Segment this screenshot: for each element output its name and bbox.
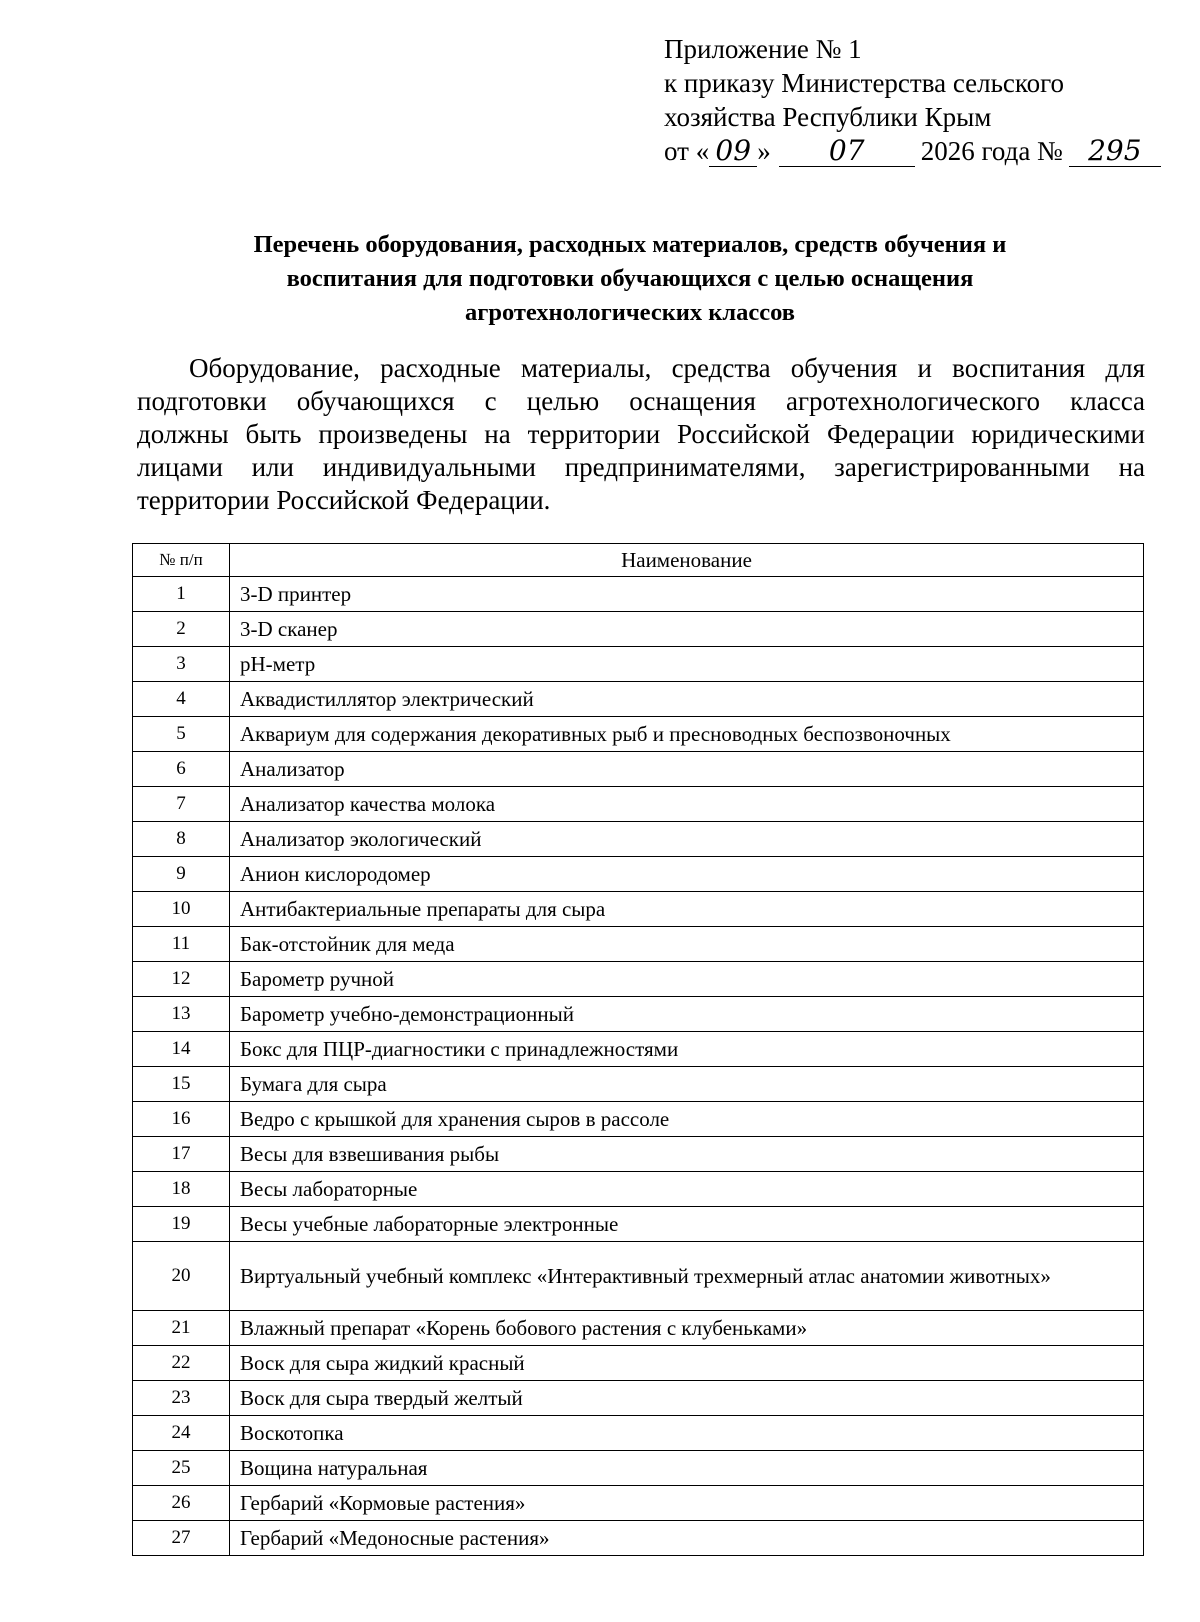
row-name: Аквариум для содержания декоративных рыб и пресноводных беспозвоночных bbox=[230, 717, 1144, 752]
row-number: 21 bbox=[133, 1311, 230, 1346]
table-row bbox=[133, 962, 1144, 997]
table-row bbox=[133, 1102, 1144, 1137]
row-number: 6 bbox=[133, 752, 230, 787]
row-number: 16 bbox=[133, 1102, 230, 1137]
title-line-3: агротехнологических классов bbox=[464, 299, 796, 326]
row-name: Ведро с крышкой для хранения сыров в рассоле bbox=[230, 1102, 1144, 1137]
table-row bbox=[133, 1416, 1144, 1451]
table-header-row bbox=[133, 544, 1144, 577]
row-name: Воскотопка bbox=[230, 1416, 1144, 1451]
handwritten-order-number: 295 bbox=[1069, 138, 1161, 167]
table-row bbox=[133, 1311, 1144, 1346]
row-number: 8 bbox=[133, 822, 230, 857]
title-line-2: воспитания для подготовки обучающихся с целью оснащения bbox=[286, 265, 974, 292]
row-name: Бак-отстойник для меда bbox=[230, 927, 1144, 962]
table-row bbox=[133, 822, 1144, 857]
row-name: Анализатор bbox=[230, 752, 1144, 787]
table-row bbox=[133, 892, 1144, 927]
row-name: Весы учебные лабораторные электронные bbox=[230, 1207, 1144, 1242]
row-number: 24 bbox=[133, 1416, 230, 1451]
paragraph-line: подготовки обучающихся с целью оснащения агротехнологического класса bbox=[137, 386, 1145, 416]
row-number: 13 bbox=[133, 997, 230, 1032]
row-number: 1 bbox=[133, 577, 230, 612]
table-row bbox=[133, 1207, 1144, 1242]
row-name: Бокс для ПЦР-диагностики с принадлежностями bbox=[230, 1032, 1144, 1067]
handwritten-month: 07 bbox=[779, 138, 915, 167]
row-number: 14 bbox=[133, 1032, 230, 1067]
row-name: Воск для сыра твердый желтый bbox=[230, 1381, 1144, 1416]
paragraph-line: лицами или индивидуальными предпринимателями, зарегистрированными на bbox=[137, 452, 1145, 482]
day-close-quote: » bbox=[757, 136, 771, 166]
row-number: 27 bbox=[133, 1521, 230, 1556]
row-number: 5 bbox=[133, 717, 230, 752]
row-name: Анион кислородомер bbox=[230, 857, 1144, 892]
row-number: 19 bbox=[133, 1207, 230, 1242]
table-row bbox=[133, 1032, 1144, 1067]
table-row bbox=[133, 647, 1144, 682]
appendix-block bbox=[664, 32, 1184, 168]
paragraph-line: должны быть произведены на территории Российской Федерации юридическими bbox=[137, 419, 1145, 449]
title-line-1: Перечень оборудования, расходных материалов, средств обучения и bbox=[253, 231, 1007, 258]
table-row bbox=[133, 787, 1144, 822]
header-number: № п/п bbox=[133, 544, 230, 577]
row-name: pH-метр bbox=[230, 647, 1144, 682]
row-name: 3-D сканер bbox=[230, 612, 1144, 647]
header-name: Наименование bbox=[230, 544, 1144, 577]
row-number: 7 bbox=[133, 787, 230, 822]
table-row bbox=[133, 1067, 1144, 1102]
from-label: от « bbox=[664, 136, 710, 166]
appendix-date-line bbox=[664, 134, 1184, 168]
row-number: 20 bbox=[133, 1242, 230, 1311]
row-name: Виртуальный учебный комплекс «Интерактивный трехмерный атлас анатомии животных» bbox=[230, 1242, 1144, 1311]
row-number: 12 bbox=[133, 962, 230, 997]
year-label: 2026 года № bbox=[920, 136, 1063, 166]
paragraph-line: Оборудование, расходные материалы, средства обучения и воспитания для bbox=[189, 353, 1145, 383]
row-name: Весы для взвешивания рыбы bbox=[230, 1137, 1144, 1172]
appendix-line-2: к приказу Министерства сельского bbox=[664, 68, 1065, 98]
row-name: Воск для сыра жидкий красный bbox=[230, 1346, 1144, 1381]
row-name: Влажный препарат «Корень бобового растения с клубеньками» bbox=[230, 1311, 1144, 1346]
table-row bbox=[133, 717, 1144, 752]
appendix-line-1: Приложение № 1 bbox=[664, 34, 862, 64]
row-number: 23 bbox=[133, 1381, 230, 1416]
table-row bbox=[133, 1381, 1144, 1416]
table-row bbox=[133, 682, 1144, 717]
row-number: 2 bbox=[133, 612, 230, 647]
row-name: Барометр учебно-демонстрационный bbox=[230, 997, 1144, 1032]
intro-paragraph bbox=[137, 352, 1145, 517]
table-row bbox=[133, 1242, 1144, 1311]
table-row bbox=[133, 1172, 1144, 1207]
row-number: 9 bbox=[133, 857, 230, 892]
row-number: 25 bbox=[133, 1451, 230, 1486]
table-row bbox=[133, 752, 1144, 787]
row-name: Гербарий «Медоносные растения» bbox=[230, 1521, 1144, 1556]
paragraph-line: территории Российской Федерации. bbox=[137, 485, 551, 515]
table-row bbox=[133, 1346, 1144, 1381]
table-row bbox=[133, 1486, 1144, 1521]
table-row bbox=[133, 1137, 1144, 1172]
row-number: 17 bbox=[133, 1137, 230, 1172]
row-name: Аквадистиллятор электрический bbox=[230, 682, 1144, 717]
row-name: Анализатор экологический bbox=[230, 822, 1144, 857]
table-body bbox=[133, 577, 1144, 1556]
row-number: 10 bbox=[133, 892, 230, 927]
row-number: 3 bbox=[133, 647, 230, 682]
row-number: 15 bbox=[133, 1067, 230, 1102]
row-name: Барометр ручной bbox=[230, 962, 1144, 997]
row-name: Бумага для сыра bbox=[230, 1067, 1144, 1102]
row-name: Антибактериальные препараты для сыра bbox=[230, 892, 1144, 927]
row-name: Весы лабораторные bbox=[230, 1172, 1144, 1207]
row-number: 4 bbox=[133, 682, 230, 717]
appendix-line-3: хозяйства Республики Крым bbox=[664, 102, 992, 132]
table-row bbox=[133, 1451, 1144, 1486]
row-number: 26 bbox=[133, 1486, 230, 1521]
document-title bbox=[150, 228, 1110, 330]
table-row bbox=[133, 857, 1144, 892]
handwritten-day: 09 bbox=[709, 138, 757, 167]
row-name: Анализатор качества молока bbox=[230, 787, 1144, 822]
table-row bbox=[133, 927, 1144, 962]
table-row bbox=[133, 577, 1144, 612]
table-row bbox=[133, 1521, 1144, 1556]
row-name: Гербарий «Кормовые растения» bbox=[230, 1486, 1144, 1521]
equipment-table bbox=[132, 543, 1144, 1556]
row-number: 11 bbox=[133, 927, 230, 962]
row-name: Вощина натуральная bbox=[230, 1451, 1144, 1486]
table-row bbox=[133, 997, 1144, 1032]
row-name: 3-D принтер bbox=[230, 577, 1144, 612]
row-number: 22 bbox=[133, 1346, 230, 1381]
table-row bbox=[133, 612, 1144, 647]
row-number: 18 bbox=[133, 1172, 230, 1207]
